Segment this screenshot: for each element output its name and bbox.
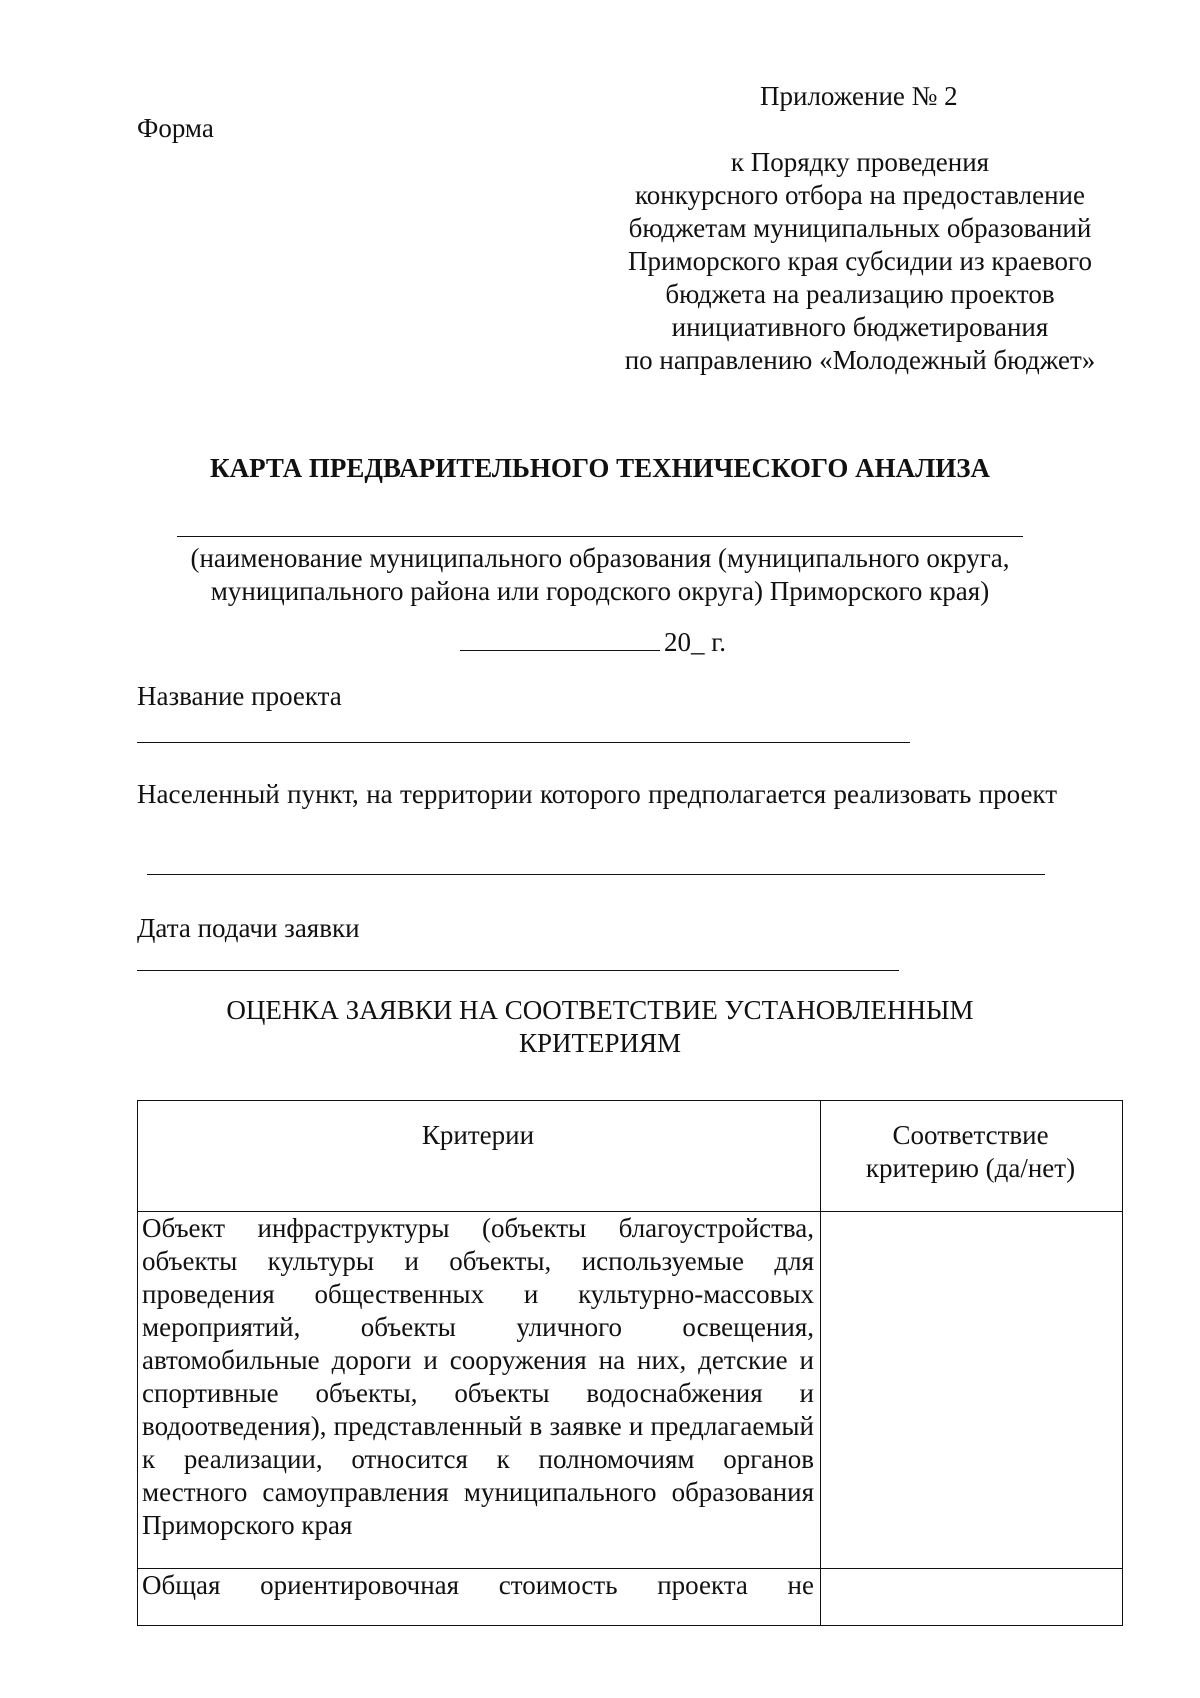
criterion-cell: Объект инфраструктуры (объекты благоустройства, объекты культуры и объекты, используемые для проведения общественных и культурно-массовых мероприятий, объекты уличного освещения, автомобильные дороги и сооружения на них, детские и спортивные объекты, объекты водоснабжения и водоотведения), представленный в заявке и предлагаемый к реализации, относится к полномочиям органов местного самоуправления муниципального образования Приморского края (138, 1212, 821, 1569)
order-line: бюджетам муниципальных образований (628, 213, 1092, 243)
criteria-table (137, 1100, 1123, 1626)
document-title: КАРТА ПРЕДВАРИТЕЛЬНОГО ТЕХНИЧЕСКОГО АНАЛИЗА (210, 453, 990, 483)
municipality-caption (0, 542, 1200, 608)
order-line: бюджета на реализацию проектов (665, 279, 1055, 309)
municipality-blank-line[interactable] (177, 536, 1023, 537)
order-line: к Порядку проведения (730, 147, 990, 177)
date-suffix: 20_ г. (664, 627, 727, 657)
compliance-cell[interactable] (821, 1212, 1123, 1569)
date-line (460, 626, 726, 659)
appendix-number: Приложение № 2 (760, 81, 958, 111)
form-label: Форма (137, 113, 214, 143)
order-line: конкурсного отбора на предоставление (635, 180, 1085, 210)
caption-line: (наименование муниципального образования (муниципального округа, (190, 543, 1010, 573)
table-row (138, 1569, 1123, 1626)
table-row (138, 1212, 1123, 1569)
project-name-blank-line[interactable] (137, 742, 910, 743)
caption-line: муниципального района или городского округа) Приморского края) (210, 576, 990, 606)
order-line: по направлению «Молодежный бюджет» (624, 345, 1096, 375)
project-name-label: Название проекта (137, 681, 342, 711)
evaluation-heading (0, 994, 1200, 1060)
compliance-header-line: Соответствие (892, 1120, 1049, 1150)
heading-line: КРИТЕРИЯМ (518, 1028, 682, 1058)
order-line: Приморского края субсидии из краевого (628, 246, 1092, 276)
order-reference (600, 146, 1120, 377)
compliance-column-header (821, 1101, 1123, 1212)
criteria-column-header: Критерии (138, 1101, 821, 1212)
submission-date-blank-line[interactable] (137, 970, 899, 971)
table-header-row (138, 1101, 1123, 1212)
order-line: инициативного бюджетирования (671, 312, 1049, 342)
heading-line: ОЦЕНКА ЗАЯВКИ НА СООТВЕТСТВИЕ УСТАНОВЛЕННЫМ (226, 995, 974, 1025)
submission-date-label: Дата подачи заявки (137, 913, 360, 943)
settlement-label: Населенный пункт, на территории которого предполагается реализовать проект (137, 779, 1057, 809)
compliance-header-line: критерию (да/нет) (865, 1153, 1076, 1183)
criterion-cell: Общая ориентировочная стоимость проекта не (138, 1569, 821, 1626)
settlement-blank-line[interactable] (147, 874, 1045, 875)
date-blank-field[interactable] (460, 626, 660, 651)
compliance-cell[interactable] (821, 1569, 1123, 1626)
